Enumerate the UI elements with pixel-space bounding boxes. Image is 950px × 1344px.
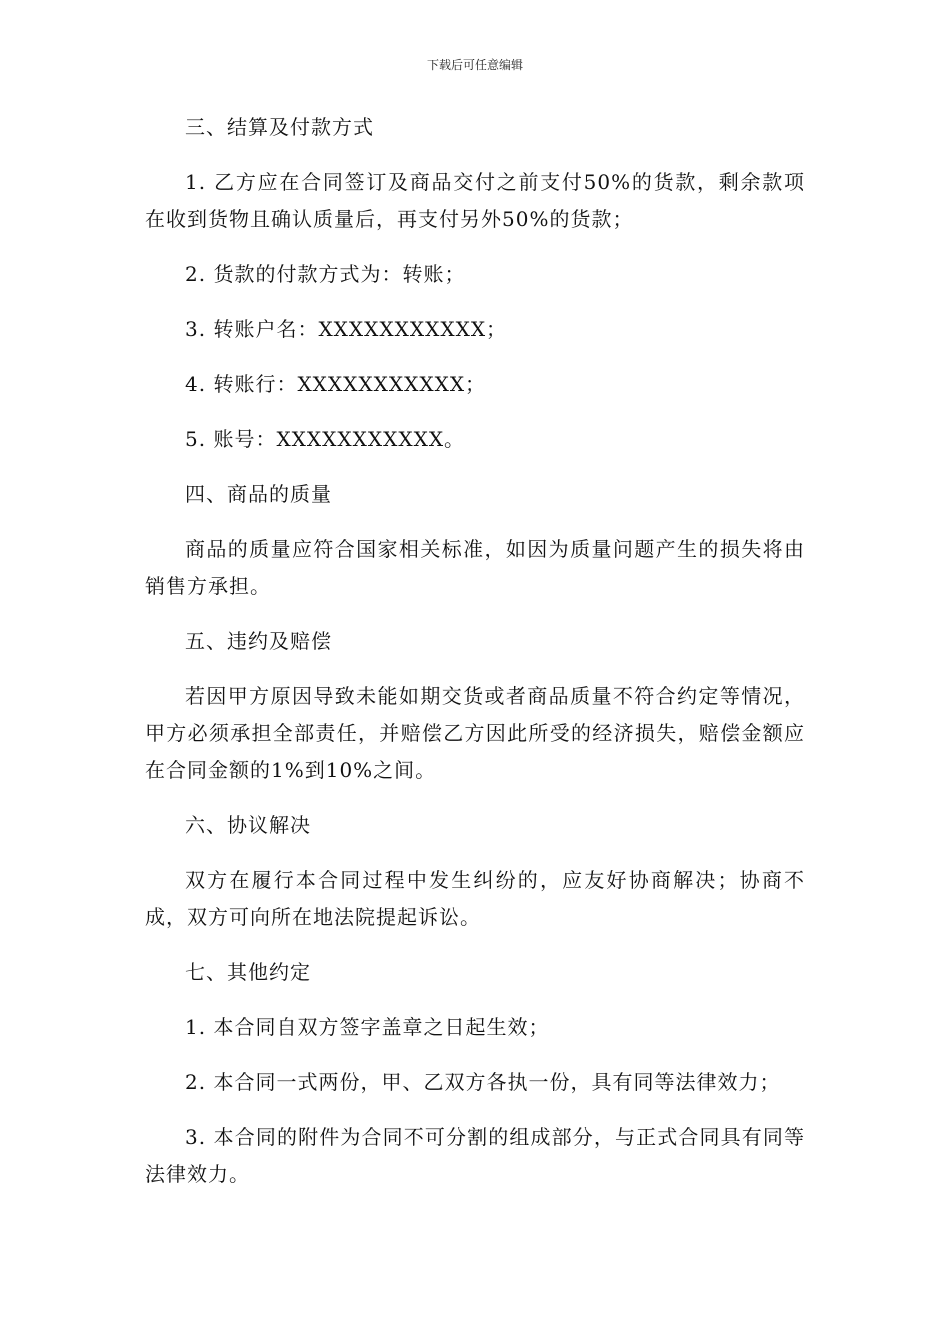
section-heading-other: 七、其他约定 xyxy=(185,960,311,984)
document-body xyxy=(145,109,805,1193)
clause-account-number: 5. 账号：XXXXXXXXXXX。 xyxy=(185,427,466,451)
page-header: 下载后可任意编辑 xyxy=(426,58,523,72)
clause-bank: 4. 转账行：XXXXXXXXXXX； xyxy=(185,372,487,396)
clause-payment-schedule: 1. 乙方应在合同签订及商品交付之前支付50%的货款，剩余款项在收到货物且确认质量后，再支付另外50%的货款； xyxy=(145,170,805,231)
clause-effective-date: 1. 本合同自双方签字盖章之日起生效； xyxy=(185,1015,550,1039)
section-heading-quality: 四、商品的质量 xyxy=(185,482,332,506)
clause-copies: 2. 本合同一式两份，甲、乙双方各执一份，具有同等法律效力； xyxy=(185,1070,781,1094)
clause-breach: 若因甲方原因导致未能如期交货或者商品质量不符合约定等情况，甲方必须承担全部责任，并赔偿乙方因此所受的经济损失，赔偿金额应在合同金额的1%到10%之间。 xyxy=(145,684,805,782)
section-heading-dispute: 六、协议解决 xyxy=(185,813,311,837)
clause-payment-method: 2. 货款的付款方式为：转账； xyxy=(185,262,466,286)
clause-attachments: 3. 本合同的附件为合同不可分割的组成部分，与正式合同具有同等法律效力。 xyxy=(145,1125,805,1186)
section-heading-settlement: 三、结算及付款方式 xyxy=(185,115,374,139)
section-heading-breach: 五、违约及赔偿 xyxy=(185,629,332,653)
clause-dispute: 双方在履行本合同过程中发生纠纷的，应友好协商解决；协商不成，双方可向所在地法院提起诉讼。 xyxy=(145,868,805,929)
clause-account-name: 3. 转账户名：XXXXXXXXXXX； xyxy=(185,317,508,341)
clause-quality: 商品的质量应符合国家相关标准，如因为质量问题产生的损失将由销售方承担。 xyxy=(145,537,805,598)
